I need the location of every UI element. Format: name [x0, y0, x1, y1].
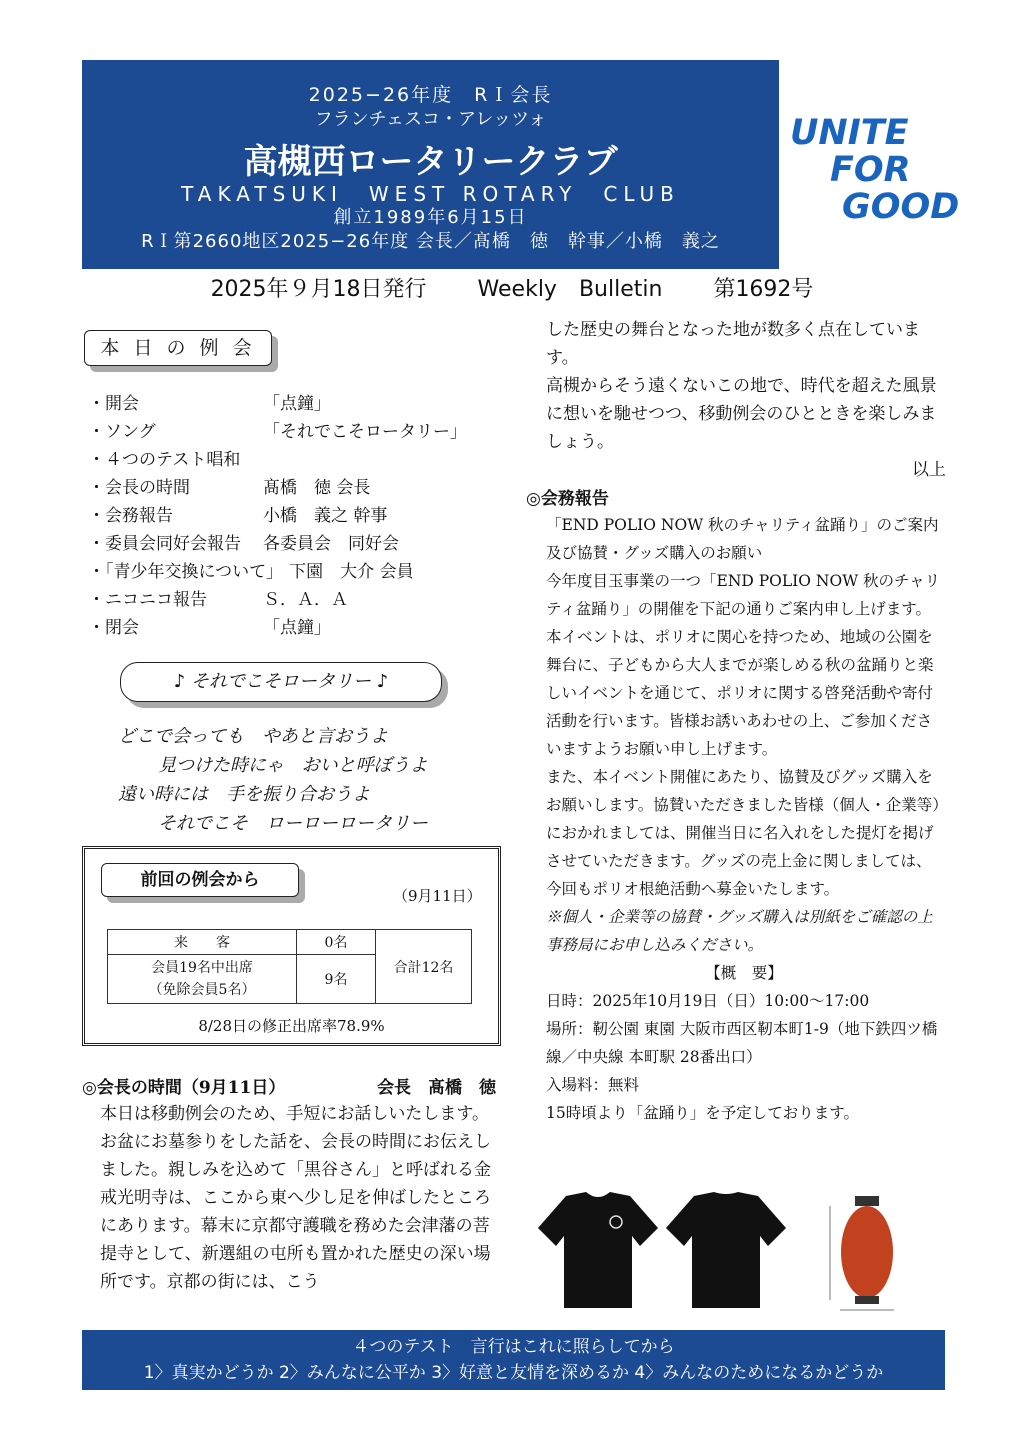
guest-label: 来 客 [108, 930, 297, 955]
song-heading: ♪ それでこそロータリー ♪ [120, 662, 442, 702]
ri-year: 2025−26年度 RＩ会長 [308, 84, 553, 106]
correction-rate: 8/28日の修正出席率78.9% [198, 1017, 385, 1035]
report-para: また、本イベント開催にあたり、協賛及びグッズ購入をお願いします。協賛いただきました皆様（個人・企業等）におかれましては、開催当日に名入れをした提灯を掲げさせていただきます。グッズの売上金に関しましては、今回もポリオ根絶活動へ募金いたします。 [546, 768, 941, 898]
report-para: 今年度目玉事業の一つ「END POLIO NOW 秋のチャリティ盆踊り」の開催を下記の通りご案内申し上げます。 [546, 572, 941, 618]
report-body [546, 511, 942, 1127]
header-banner [82, 60, 779, 269]
event-place: 場所：靭公園 東園 大阪市西区靭本町1-9（地下鉄四ツ橋線／中央線 本町駅 28番出口） [546, 1020, 938, 1066]
agenda-item: ・「青少年交換について」 下園 大介 会員 [88, 562, 414, 582]
members-count: 9名 [297, 955, 376, 1004]
president-text [100, 1100, 496, 1296]
agenda-item: ・ニコニコ報告 Ｓ．Ａ．Ａ [88, 590, 348, 610]
president-para: 本日は移動例会のため、手短にお話しいたします。 [100, 1104, 489, 1124]
agenda-item: ・閉会 「点鐘」 [88, 618, 331, 638]
previous-heading: 前回の例会から [101, 863, 299, 897]
guest-count: 0名 [297, 930, 376, 955]
report-note: ※個人・企業等の協賛・グッズ購入は別紙をご確認の上事務局にお申し込みください。 [546, 908, 933, 954]
report-title: 「END POLIO NOW 秋のチャリティ盆踊り」のご案内及び協賛・グッズ購入のお願い [546, 516, 939, 562]
lantern-icon [820, 1190, 906, 1316]
lyric-line: どこで会っても やあと言おうよ [118, 726, 388, 747]
founded-date: 創立1989年6月15日 [333, 207, 528, 228]
unite-for-good-logo: UNITE FOR GOOD [790, 113, 960, 227]
lyric-line: 見つけた時にゃ おいと呼ぼうよ [158, 755, 428, 776]
members-label: 会員19名中出席 （免除会員5名） [108, 955, 297, 1004]
event-fee: 入場料：無料 [546, 1076, 640, 1094]
issue-date: 2025年９月18日発行 [210, 277, 427, 302]
end-mark: 以上 [912, 460, 946, 480]
four-way-test-footer [82, 1330, 945, 1390]
bon-dance: 15時頃より「盆踊り」を予定しております。 [546, 1104, 859, 1122]
agenda-list [88, 390, 467, 642]
tshirt-front-icon [536, 1188, 660, 1312]
previous-meeting-box [82, 846, 501, 1046]
song-lyrics [118, 722, 428, 838]
club-name-en: TAKATSUKI WEST ROTARY CLUB [181, 182, 680, 206]
report-para: 本イベントは、ポリオに関心を持つため、地域の公園を舞台に、子どもから大人までが楽しめる秋の盆踊りと楽しいイベントを通じて、ポリオに関する啓発活動や寄付活動を行います。皆様お誘いあわせの上、ご参加くださいますようお願い申し上げます。 [546, 628, 934, 758]
issue-number: 第1692号 [713, 277, 814, 302]
agenda-item: ・会長の時間 髙橋 徳 会長 [88, 478, 371, 498]
district-officers: RＩ第2660地区2025−26年度 会長／髙橋 徳 幹事／小橋 義之 [141, 231, 720, 252]
report-heading: ◎会務報告 [526, 489, 609, 509]
attendance-table [107, 929, 472, 1004]
president-heading: ◎会長の時間（9月11日） 会長 髙橋 徳 [82, 1073, 496, 1098]
issue-title: Weekly Bulletin [477, 277, 663, 302]
lyric-line: それでこそ ローローロータリー [158, 813, 428, 834]
agenda-item: ・会務報告 小橋 義之 幹事 [88, 506, 388, 526]
club-name: 高槻西ロータリークラブ [243, 142, 618, 182]
president-continued: した歴史の舞台となった地が数多く点在しています。 高槻からそう遠くないこの地で、時代を超えた風景に想いを馳せつつ、移動例会のひとときを楽しみましょう。 以上 [546, 316, 946, 484]
president-speaker: 会長 髙橋 徳 [377, 1078, 496, 1098]
event-datetime: 日時：2025年10月19日（日）10:00〜17:00 [546, 992, 870, 1010]
total-count: 合計12名 [376, 930, 472, 1004]
issue-line [82, 272, 942, 303]
agenda-item: ・ソング 「それでこそロータリー」 [88, 422, 467, 442]
agenda-item: ・開会 「点鐘」 [88, 394, 331, 414]
previous-date: （9月11日） [393, 887, 482, 905]
lyric-line: 遠い時には 手を振り合おうよ [118, 784, 370, 805]
today-heading: 本 日 の 例 会 [84, 330, 272, 366]
agenda-item: ・４つのテスト唱和 [88, 450, 241, 470]
summary-heading: 【概 要】 [705, 964, 783, 982]
four-way-test-items: 1〉真実かどうか 2〉みんなに公平か 3〉好意と友情を深めるか 4〉みんなのためになるかどうか [143, 1363, 884, 1383]
four-way-test-title: ４つのテスト 言行はこれに照らしてから [352, 1337, 675, 1357]
ri-president: フランチェスコ・アレッツォ [314, 109, 547, 130]
agenda-item: ・委員会同好会報告 各委員会 同好会 [88, 534, 399, 554]
tshirt-back-icon [664, 1188, 788, 1312]
president-para: お盆にお墓参りをした話を、会長の時間にお伝えしました。親しみを込めて「黒谷さん」と呼ばれる金戒光明寺は、ここから東へ少し足を伸ばしたところにあります。幕末に京都守護職を務めた会津藩の菩提寺として、新選組の屯所も置かれた歴史の深い場所です。京都の街には、こう [100, 1132, 491, 1292]
